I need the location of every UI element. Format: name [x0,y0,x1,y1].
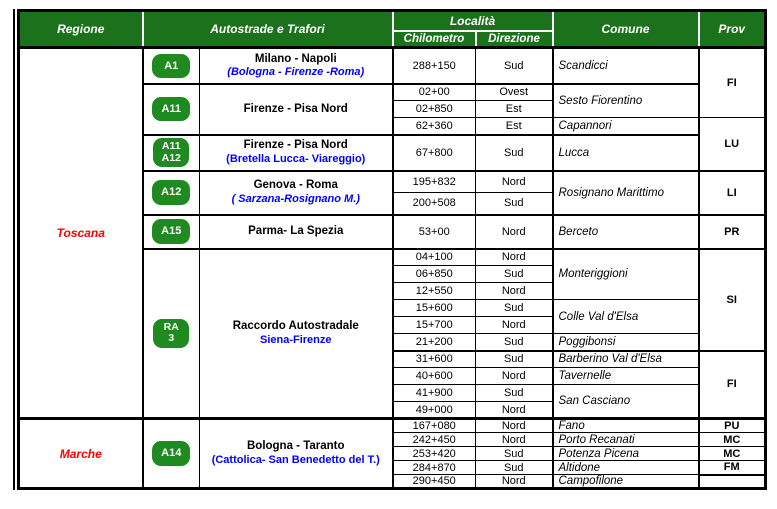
km-cell: 06+850 [393,266,476,283]
direction-cell: Nord [476,171,553,193]
prov-cell: LU [699,118,766,171]
autostrada-title: Bologna - Taranto [246,440,345,453]
direction-cell: Sud [476,266,553,283]
badge-cell [143,215,200,249]
comune-cell: Porto Recanati [553,433,699,447]
autostrada-subtitle: (Bretella Lucca- Viareggio) [226,152,366,165]
km-cell: 31+600 [393,351,476,368]
prov-cell: MC [699,447,766,461]
badge-label: A15 [161,225,182,238]
autostrada-name-cell [200,171,393,215]
direction-cell: Est [476,118,553,135]
autostrada-subtitle: (Cattolica- San Benedetto del T.) [211,453,380,466]
autostrada-title: Genova - Roma [253,179,338,192]
comune-cell: Lucca [553,135,699,171]
km-cell: 15+700 [393,317,476,334]
comune-cell: Berceto [553,215,699,249]
km-cell: 53+00 [393,215,476,249]
km-cell: 41+900 [393,385,476,402]
table-outer-frame [13,9,767,490]
badge-ra3 [153,319,189,348]
prov-cell: SI [699,249,766,351]
comune-cell: Fano [553,419,699,433]
direction-cell: Nord [476,368,553,385]
km-cell: 290+450 [393,475,476,489]
prov-cell: LI [699,171,766,215]
km-cell: 195+832 [393,171,476,193]
km-cell: 04+100 [393,249,476,266]
autostrada-name-cell [200,249,393,419]
badge-label: A14 [161,447,182,460]
autostrada-name-cell [200,84,393,135]
autostrada-name-cell [200,419,393,489]
badge-a12 [152,180,190,204]
badge-label: A12 [161,186,182,199]
autostrada-subtitle: (Bologna - Firenze -Roma) [227,66,365,79]
autostrada-subtitle: ( Sarzana-Rosignano M.) [231,192,360,205]
direction-cell: Nord [476,419,553,433]
direction-cell: Sud [476,461,553,475]
col-header-regione: Regione [19,11,143,48]
comune-cell: Capannori [553,118,699,135]
col-header-direzione: Direzione [476,31,553,48]
km-cell: 284+870 [393,461,476,475]
badge-label: 3 [168,332,175,345]
comune-cell: Rosignano Marittimo [553,171,699,215]
badge-cell [143,84,200,135]
badge-a14 [152,441,190,465]
badge-label: RA [163,320,179,333]
comune-cell: Altidone [553,461,699,475]
km-cell: 15+600 [393,300,476,317]
km-cell: 02+00 [393,84,476,101]
comune-cell: Potenza Picena [553,447,699,461]
km-cell: 40+600 [393,368,476,385]
prov-cell: MC [699,433,766,447]
km-cell: 12+550 [393,283,476,300]
direction-cell: Sud [476,351,553,368]
region-cell-toscana: Toscana [19,48,143,419]
direction-cell: Sud [476,135,553,171]
prov-cell: PR [699,215,766,249]
direction-cell: Nord [476,433,553,447]
km-cell: 200+508 [393,193,476,215]
prov-cell: FI [699,48,766,118]
km-cell: 288+150 [393,48,476,84]
prov-cell: FM [699,461,766,475]
direction-cell: Sud [476,447,553,461]
direction-cell: Nord [476,283,553,300]
autostrada-title: Milano - Napoli [254,52,337,65]
comune-cell: Scandicci [553,48,699,84]
badge-a1 [152,54,190,78]
km-cell: 21+200 [393,334,476,351]
direction-cell: Est [476,101,553,118]
autostrada-name-cell [200,48,393,84]
badge-cell [143,135,200,171]
badge-cell [143,249,200,419]
direction-cell: Nord [476,475,553,489]
badge-cell [143,419,200,489]
table-row [19,48,766,84]
col-header-chilometro: Chilometro [393,31,476,48]
badge-label: A1 [164,59,179,72]
direction-cell: Sud [476,300,553,317]
direction-cell: Nord [476,215,553,249]
badge-a11-a12 [153,138,189,167]
autostrade-trafori-table [17,9,767,490]
col-header-autostrade-trafori: Autostrade e Trafori [143,11,393,48]
col-header-localita: Località [393,11,553,32]
badge-a11 [152,97,190,121]
comune-cell: Colle Val d'Elsa [553,300,699,334]
direction-cell: Ovest [476,84,553,101]
autostrada-name-cell [200,135,393,171]
direction-cell: Nord [476,402,553,419]
prov-cell: FI [699,351,766,419]
km-cell: 253+420 [393,447,476,461]
comune-cell: Campofilone [553,475,699,489]
comune-cell: Tavernelle [553,368,699,385]
autostrada-title: Raccordo Autostradale [232,320,359,333]
direction-cell: Sud [476,193,553,215]
badge-label: A11 [161,139,181,152]
comune-cell: Monteriggioni [553,249,699,300]
table-row [19,419,766,433]
direction-cell: Sud [476,48,553,84]
km-cell: 49+000 [393,402,476,419]
autostrada-subtitle: Siena-Firenze [259,333,332,346]
km-cell: 62+360 [393,118,476,135]
autostrada-title: Firenze - Pisa Nord [243,139,348,152]
km-cell: 167+080 [393,419,476,433]
col-header-comune: Comune [553,11,699,48]
comune-cell: Sesto Fiorentino [553,84,699,118]
autostrada-title: Firenze - Pisa Nord [243,102,348,115]
badge-label: A11 [161,102,182,115]
table-header [19,11,766,48]
direction-cell: Nord [476,249,553,266]
comune-cell: San Casciano [553,385,699,419]
badge-cell [143,171,200,215]
col-header-prov: Prov [699,11,766,48]
direction-cell: Sud [476,385,553,402]
badge-cell [143,48,200,84]
prov-cell [699,475,766,489]
direction-cell: Sud [476,334,553,351]
region-cell-marche: Marche [19,419,143,489]
autostrada-name-cell [200,215,393,249]
km-cell: 67+800 [393,135,476,171]
km-cell: 242+450 [393,433,476,447]
direction-cell: Nord [476,317,553,334]
comune-cell: Barberino Val d'Elsa [553,351,699,368]
autostrada-title: Parma- La Spezia [248,225,344,238]
km-cell: 02+850 [393,101,476,118]
badge-a15 [152,219,190,243]
badge-label: A12 [161,151,181,164]
comune-cell: Poggibonsi [553,334,699,351]
prov-cell: PU [699,419,766,433]
